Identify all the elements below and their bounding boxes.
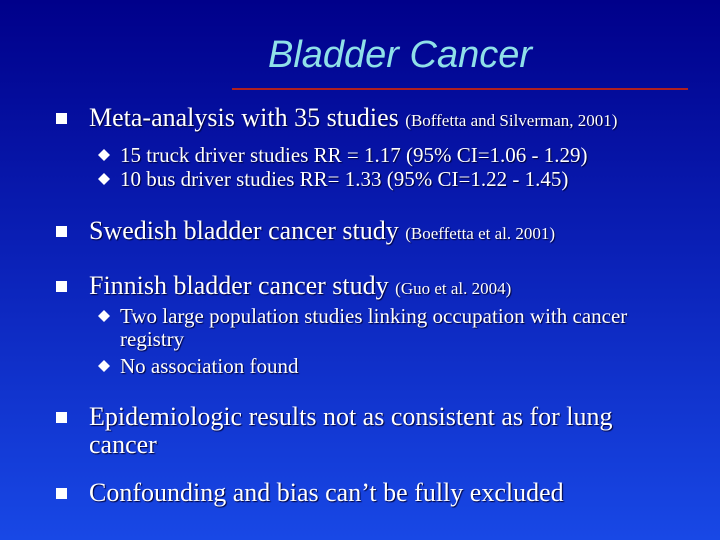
bullet-text (89, 479, 564, 507)
sub-bullet-text: 10 bus driver studies RR= 1.33 (95% CI=1.22 - 1.45) (120, 167, 569, 191)
square-bullet-icon (56, 488, 67, 499)
square-bullet-icon (56, 281, 67, 292)
citation: (Boeffetta et al. 2001) (405, 224, 556, 243)
bullet-main-text: Finnish bladder cancer study (89, 271, 389, 300)
bullet-main-text: Confounding and bias can’t be fully excluded (89, 478, 564, 507)
citation: (Guo et al. 2004) (395, 279, 512, 298)
bullet-main-text: Swedish bladder cancer study (89, 216, 399, 245)
bullet-text-line: Epidemiologic results not as consistent as for lung (89, 402, 613, 431)
diamond-bullet-icon (98, 173, 110, 185)
square-bullet-icon (56, 113, 67, 124)
bullet-main-text: Meta-analysis with 35 studies (89, 103, 399, 132)
bullet-text (89, 217, 555, 248)
bullet-text (89, 272, 511, 303)
citation: (Boffetta and Silverman, 2001) (405, 111, 618, 130)
diamond-bullet-icon (98, 149, 110, 161)
diamond-bullet-icon (98, 360, 110, 372)
bullet-text-line: cancer (89, 430, 157, 459)
sub-bullet-text: registry (120, 327, 185, 351)
bullet-text (89, 403, 613, 459)
square-bullet-icon (56, 412, 67, 423)
square-bullet-icon (56, 226, 67, 237)
slide-title: Bladder Cancer (267, 34, 533, 76)
bullet-text (89, 104, 617, 135)
diamond-bullet-icon (98, 310, 110, 322)
title-divider (232, 88, 688, 90)
sub-bullet-text: No association found (120, 354, 299, 378)
sub-bullet-text: Two large population studies linking occupation with cancer (120, 304, 628, 328)
sub-bullet-text: 15 truck driver studies RR = 1.17 (95% CI=1.06 - 1.29) (120, 143, 588, 167)
